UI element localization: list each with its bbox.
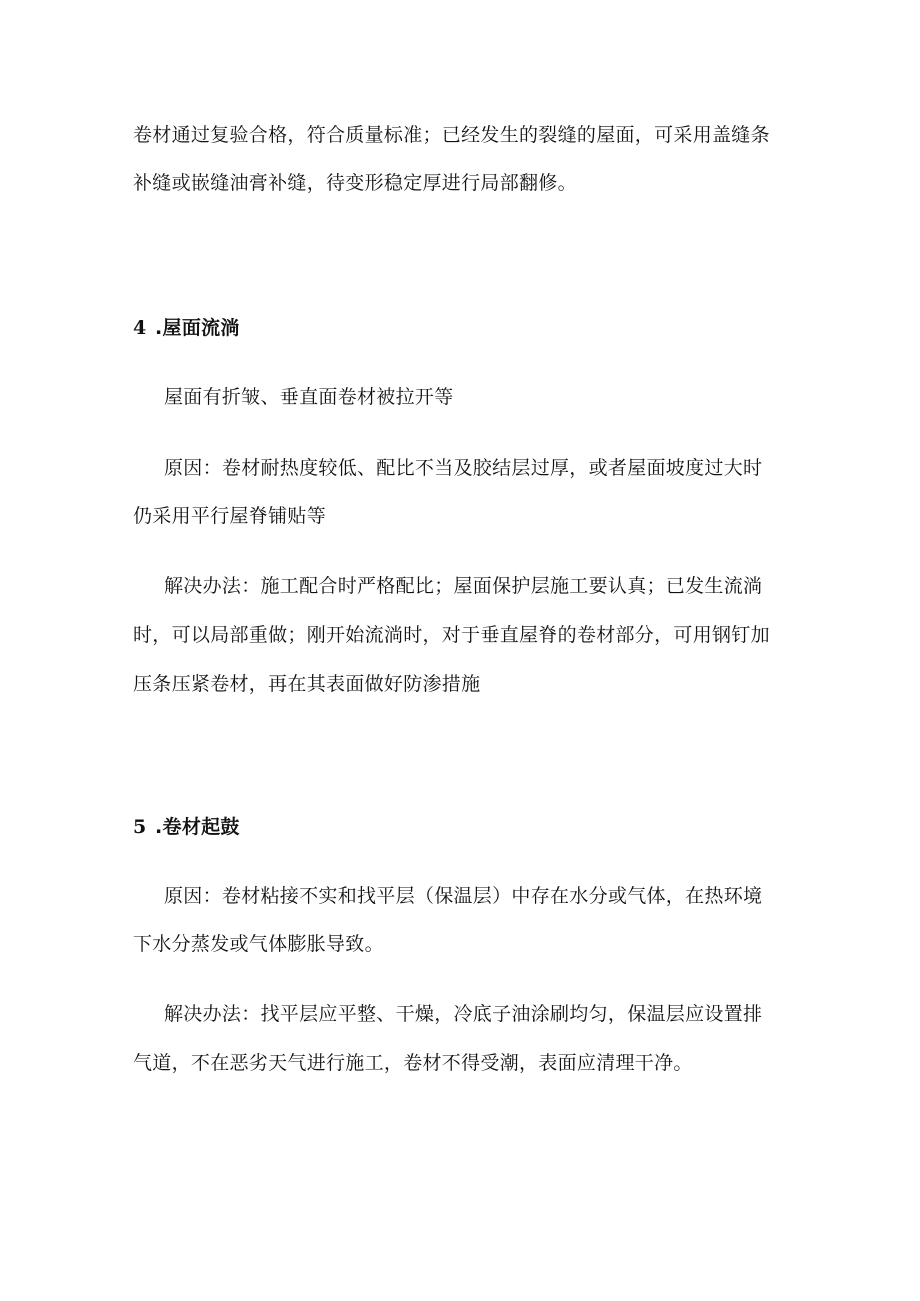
section-5-heading — [133, 815, 240, 839]
section-4-solution-line-1: 解决办法：施工配合时严格配比；屋面保护层施工要认真；已发生流淌 — [164, 575, 763, 597]
section-5-solution-line-2: 气道，不在恶劣天气进行施工，卷材不得受潮，表面应清理干净。 — [133, 1052, 693, 1074]
intro-line-2: 补缝或嵌缝油膏补缝，待变形稳定厚进行局部翻修。 — [133, 172, 577, 194]
section-4-title: .屋面流淌 — [155, 317, 240, 339]
section-5-cause-line-1: 原因：卷材粘接不实和找平层（保温层）中存在水分或气体，在热环境 — [164, 885, 763, 907]
section-4-cause-line-2: 仍采用平行屋脊铺贴等 — [133, 505, 327, 527]
section-5-title: .卷材起鼓 — [155, 816, 240, 838]
section-4-cause-line-1: 原因：卷材耐热度较低、配比不当及胶结层过厚，或者屋面坡度过大时 — [164, 457, 763, 479]
section-5-solution-line-1: 解决办法：找平层应平整、干燥，冷底子油涂刷均匀，保温层应设置排 — [164, 1003, 763, 1025]
section-4-heading — [133, 316, 240, 340]
section-5-cause-line-2: 下水分蒸发或气体膨胀导致。 — [133, 933, 384, 955]
section-4-number: 4 — [133, 317, 147, 339]
section-4-solution-line-3: 压条压紧卷材，再在其表面做好防渗措施 — [133, 673, 481, 695]
section-5-number: 5 — [133, 816, 147, 838]
section-4-solution-line-2: 时，可以局部重做；刚开始流淌时，对于垂直屋脊的卷材部分，可用钢钉加 — [133, 624, 770, 646]
intro-line-1: 卷材通过复验合格，符合质量标准；已经发生的裂缝的屋面，可采用盖缝条 — [133, 124, 770, 146]
section-4-phenomenon: 屋面有折皱、垂直面卷材被拉开等 — [164, 386, 454, 408]
